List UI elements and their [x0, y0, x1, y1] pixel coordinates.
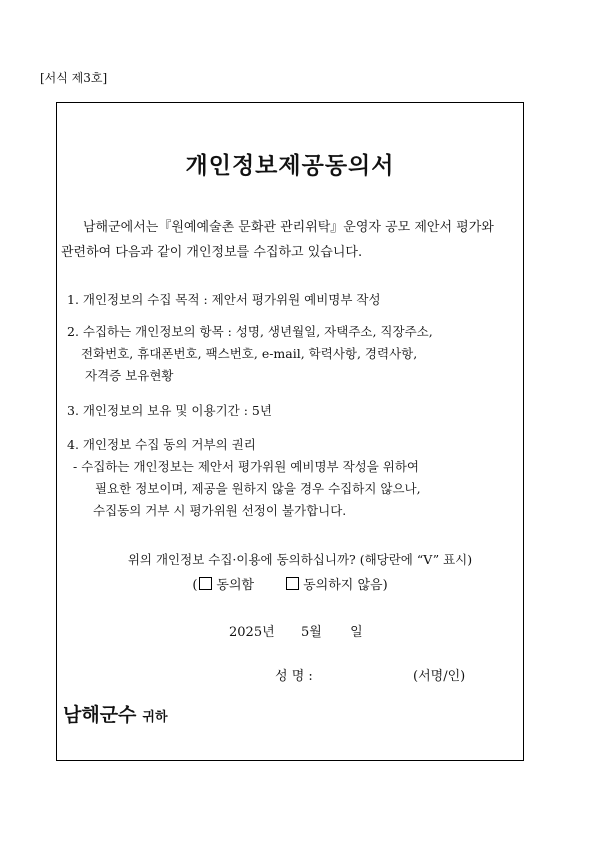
item-refusal-right [67, 434, 421, 522]
intro-line-2: 관련하여 다음과 같이 개인정보를 수집하고 있습니다. [61, 245, 363, 260]
form-title: 개인정보제공동의서 [185, 152, 395, 179]
item-retention-period [67, 400, 272, 422]
disagree-checkbox[interactable] [286, 577, 299, 590]
fields-line-2: 전화번호, 휴대폰번호, 팩스번호, e-mail, 학력사항, 경력사항, [81, 346, 418, 361]
open-paren: ( [192, 578, 198, 593]
form-number-label: [서식 제3호] [40, 71, 108, 85]
purpose-text: 1. 개인정보의 수집 목적 : 제안서 평가위원 예비명부 작성 [67, 292, 381, 307]
disagree-label: 동의하지 않음 [303, 578, 383, 593]
date-month: 5월 [300, 625, 322, 640]
refusal-line-3: 수집동의 거부 시 평가위원 선정이 불가합니다. [93, 503, 347, 518]
consent-form-frame [56, 102, 524, 761]
date-day: 일 [350, 625, 363, 640]
fields-line-1: 2. 수집하는 개인정보의 항목 : 성명, 생년월일, 자택주소, 직장주소, [67, 324, 433, 339]
consent-choices [57, 574, 523, 593]
agree-label: 동의함 [216, 578, 255, 593]
retention-text: 3. 개인정보의 보유 및 이용기간 : 5년 [67, 403, 272, 418]
refusal-title: 4. 개인정보 수집 동의 거부의 권리 [67, 437, 256, 452]
close-paren: ) [382, 578, 388, 593]
recipient-honorific: 귀하 [142, 710, 168, 725]
refusal-line-1: - 수집하는 개인정보는 제안서 평가위원 예비명부 작성을 위하여 [73, 459, 419, 474]
name-label: 성 명 : [275, 669, 313, 684]
consent-question: 위의 개인정보 수집·이용에 동의하십니까? (해당란에 “V” 표시) [127, 552, 473, 567]
date-year: 2025년 [229, 625, 275, 640]
recipient-name: 남해군수 [63, 704, 137, 726]
agree-checkbox[interactable] [199, 577, 212, 590]
item-collection-purpose [67, 289, 381, 311]
intro-line-1: 남해군에서는『원예예술촌 문화관 관리위탁』운영자 공모 제안서 평가와 [83, 220, 494, 235]
intro-paragraph [61, 215, 519, 265]
recipient [63, 700, 168, 727]
date-line [229, 621, 363, 640]
item-collected-fields [67, 321, 433, 387]
signature-line [275, 665, 465, 684]
sign-note: (서명/인) [413, 669, 466, 684]
fields-line-3: 자격증 보유현황 [85, 368, 174, 383]
refusal-line-2: 필요한 정보이며, 제공을 원하지 않을 경우 수집하지 않으나, [95, 481, 421, 496]
